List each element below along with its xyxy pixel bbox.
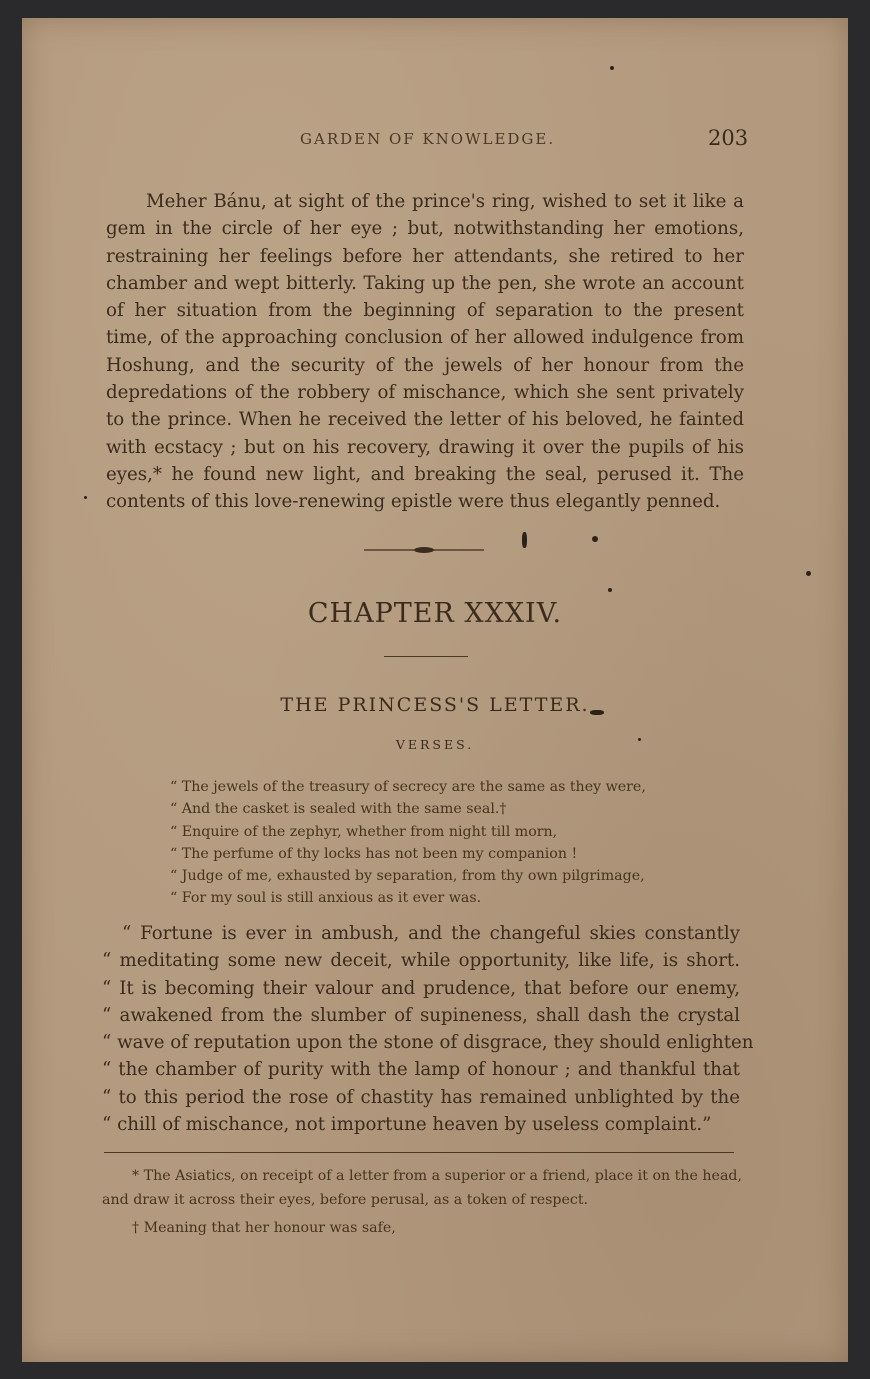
ink-speck: [84, 496, 87, 499]
page-number: 203: [708, 126, 749, 150]
running-head: [22, 126, 848, 154]
chapter-rule: [384, 656, 468, 657]
verse-line: “ The perfume of thy locks has not been my companion !: [170, 845, 578, 862]
quote-line: “ the chamber of purity with the lamp of honour ; and thankful that: [102, 1059, 740, 1081]
quote-line: “ to this period the rose of chastity has remained unblighted by the: [102, 1086, 740, 1108]
verse-line: “ For my soul is still anxious as it ever was.: [170, 890, 482, 907]
verse-line: “ And the casket is sealed with the same seal.†: [170, 801, 507, 818]
ornament-rule: [364, 546, 484, 554]
ink-speck: [610, 66, 614, 70]
footnote-rule: [104, 1152, 734, 1153]
ink-speck: [592, 536, 598, 542]
book-page: [22, 18, 848, 1362]
verses-heading: VERSES.: [395, 737, 475, 752]
ink-speck: [638, 738, 641, 741]
quote-line: “ It is becoming their valour and prudence, that before our enemy,: [102, 977, 740, 999]
body-paragraph: Meher Bánu, at sight of the prince's ring, wished to set it like a gem in the circle of her eye ; but, notwithstanding her emotions, restraining her feelings before her attendants, she retired to her chamber and wept bitterly. Taking up the pen, she wrote an account of her situation from the beginning of separation to the present time, of the approaching conclusion of her allowed indulgence from Hoshung, and the security of the jewels of her honour from the depredations of the robbery of mischance, which she sent privately to the prince. When he received the letter of his beloved, he fainted with ecstacy ; but on his recovery, drawing it over the pupils of his eyes,* he found new light, and breaking the seal, perused it. The contents of this love-renewing epistle were thus elegantly penned.: [106, 191, 744, 513]
footnote-asterisk: * The Asiatics, on receipt of a letter from a superior or a friend, place it on the head, and draw it across their eyes, before perusal, as a token of respect.: [102, 1168, 742, 1208]
ink-speck: [806, 571, 811, 576]
quoted-paragraph: [102, 920, 754, 1138]
ink-speck: [522, 532, 527, 548]
quote-line: “ Fortune is ever in ambush, and the changeful skies constantly: [122, 923, 740, 944]
quote-line: “ awakened from the slumber of supineness, shall dash the crystal: [102, 1004, 740, 1026]
verses-list: [170, 776, 730, 910]
letter-title: THE PRINCESS'S LETTER.: [280, 694, 590, 716]
chapter-title: CHAPTER XXXIV.: [307, 598, 563, 629]
verse-line: “ Enquire of the zephyr, whether from night till morn,: [170, 823, 558, 840]
ink-speck: [590, 710, 604, 715]
footnotes: [102, 1164, 742, 1240]
quote-line: “ meditating some new deceit, while opportunity, like life, is short.: [102, 950, 740, 972]
quote-line: “ chill of mischance, not importune heaven by useless complaint.”: [102, 1114, 712, 1136]
footnote-dagger: † Meaning that her honour was safe,: [132, 1220, 396, 1236]
verse-line: “ Judge of me, exhausted by separation, from thy own pilgrimage,: [170, 868, 645, 885]
quote-line: “ wave of reputation upon the stone of disgrace, they should enlighten: [102, 1032, 754, 1054]
verse-line: “ The jewels of the treasury of secrecy are the same as they were,: [170, 779, 646, 795]
ink-speck: [608, 588, 612, 592]
running-title: GARDEN OF KNOWLEDGE.: [300, 130, 556, 148]
